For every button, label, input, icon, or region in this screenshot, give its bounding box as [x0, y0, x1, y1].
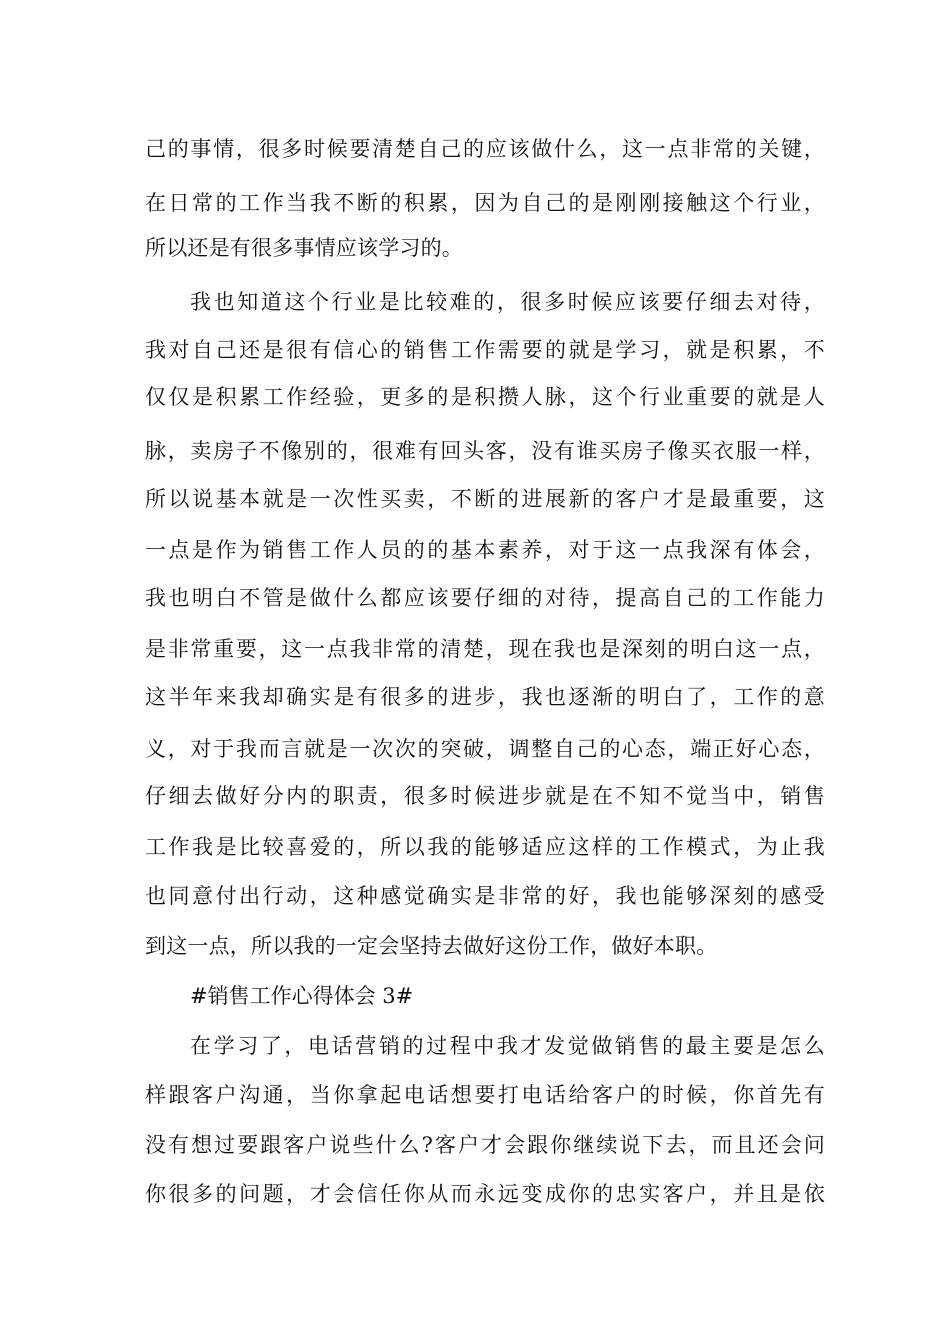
text-line: 仅仅是积累工作经验，更多的是积攒人脉，这个行业重要的就是人	[145, 385, 825, 409]
text-line: 样跟客户沟通，当你拿起电话想要打电话给客户的时候，你首先有	[145, 1083, 825, 1107]
text-line: 在日常的工作当我不断的积累，因为自己的是刚刚接触这个行业，	[145, 191, 825, 215]
text-line: 也同意付出行动，这种感觉确实是非常的好，我也能够深刻的感受	[145, 884, 825, 908]
text-line: 这半年来我却确实是有很多的进步，我也逐渐的明白了，工作的意	[145, 685, 825, 709]
text-line: 我也明白不管是做什么都应该要仔细的对待，提高自己的工作能力	[145, 586, 825, 610]
text-line: 义，对于我而言就是一次次的突破，调整自己的心态，端正好心态，	[145, 737, 825, 761]
text-line: 是非常重要，这一点我非常的清楚，现在我也是深刻的明白这一点，	[145, 637, 825, 661]
text-line: 没有想过要跟客户说些什么?客户才会跟你继续说下去，而且还会问	[145, 1133, 825, 1157]
text-line: 己的事情，很多时候要清楚自己的应该做什么，这一点非常的关键，	[145, 137, 825, 161]
text-line: 到这一点，所以我的一定会坚持去做好这份工作，做好本职。	[145, 934, 718, 958]
text-line: 所以说基本就是一次性买卖，不断的进展新的客户才是最重要，这	[145, 487, 825, 511]
text-line: 我对自己还是很有信心的销售工作需要的就是学习，就是积累，不	[145, 338, 825, 362]
section-heading: #销售工作心得体会 3#	[190, 984, 414, 1008]
text-line: 所以还是有很多事情应该学习的。	[145, 236, 463, 260]
text-line: 我也知道这个行业是比较难的，很多时候应该要仔细去对待，	[190, 290, 825, 314]
text-line: 你很多的问题，才会信任你从而永远变成你的忠实客户，并且是依	[145, 1182, 825, 1206]
text-line: 在学习了，电话营销的过程中我才发觉做销售的最主要是怎么	[190, 1034, 825, 1058]
text-line: 脉，卖房子不像别的，很难有回头客，没有谁买房子像买衣服一样，	[145, 439, 825, 463]
text-line: 仔细去做好分内的职责，很多时候进步就是在不知不觉当中，销售	[145, 784, 825, 808]
text-line: 工作我是比较喜爱的，所以我的能够适应这样的工作模式，为止我	[145, 835, 825, 859]
text-line: 一点是作为销售工作人员的的基本素养，对于这一点我深有体会，	[145, 538, 825, 562]
